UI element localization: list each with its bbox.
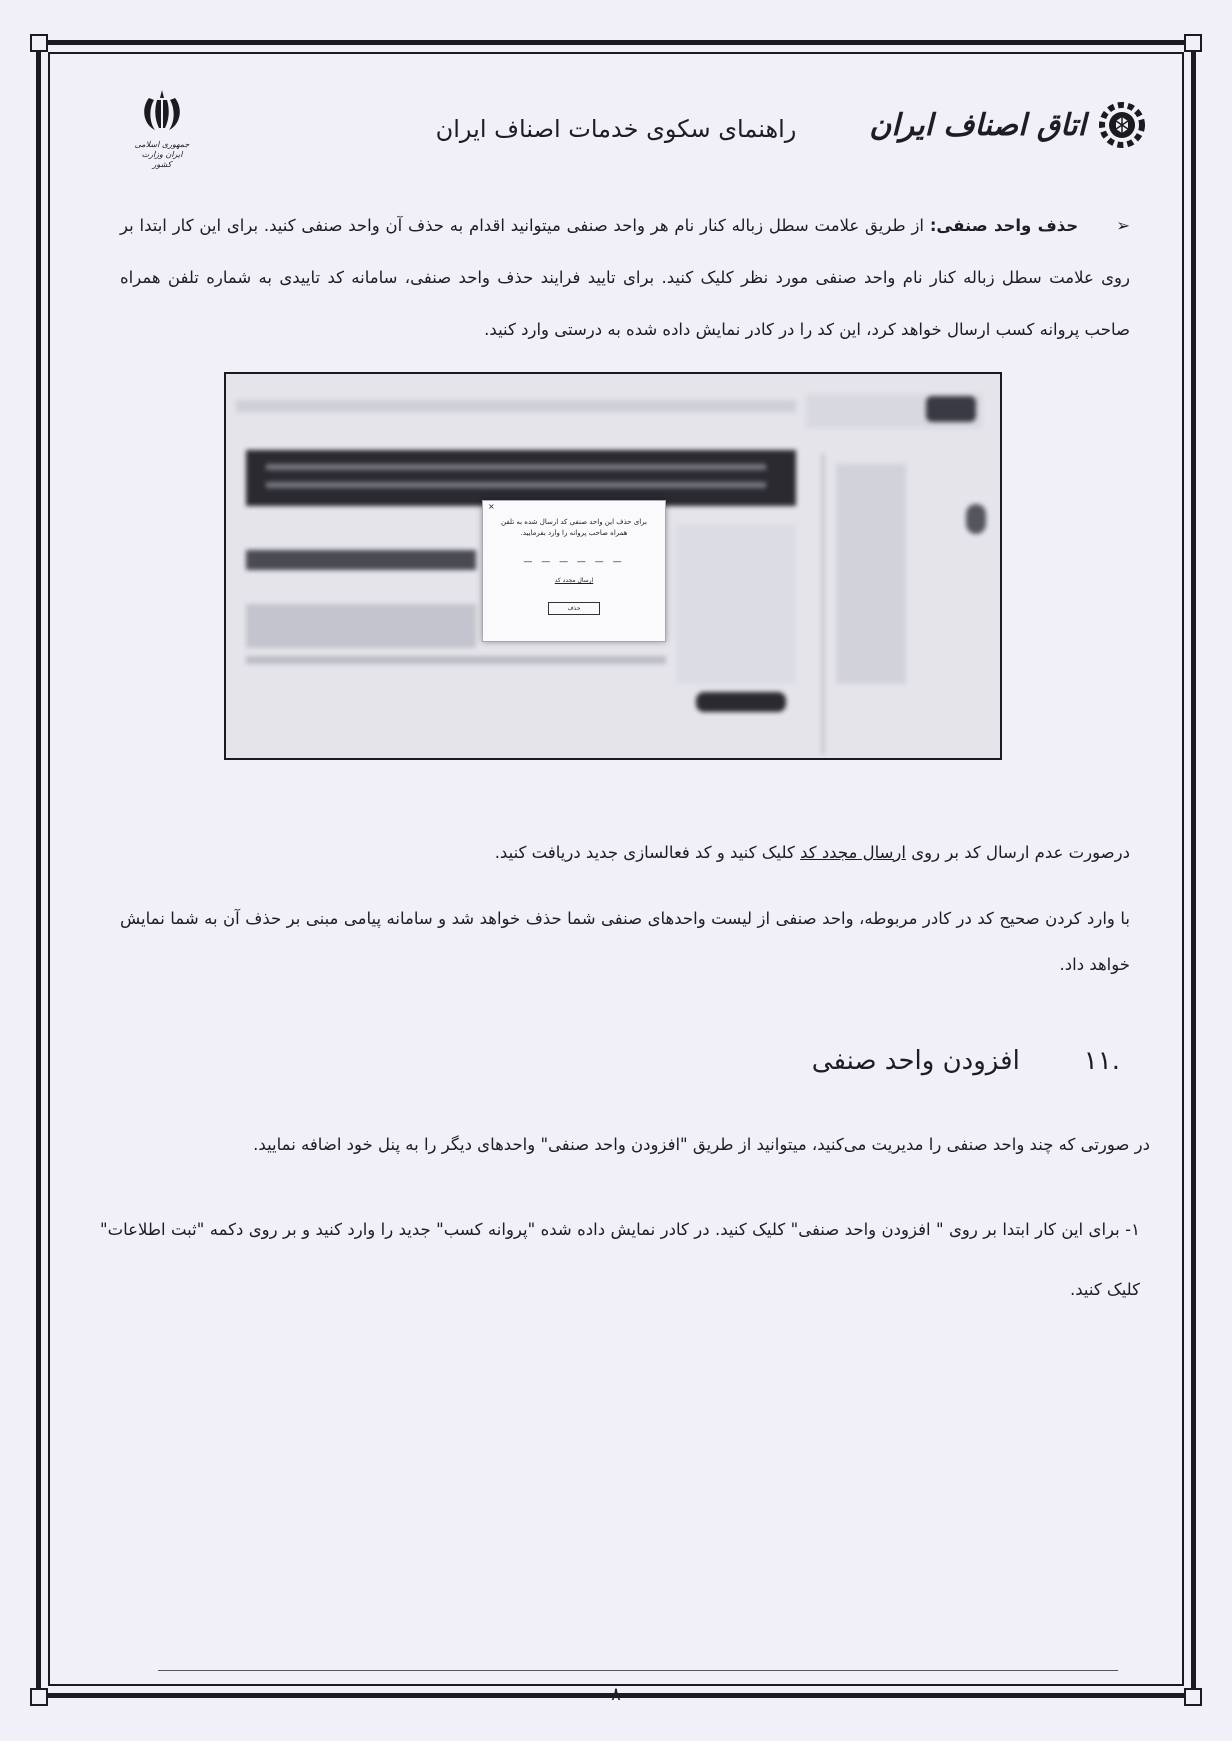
add-unit-intro: در صورتی که چند واحد صنفی را مدیریت می‌کنید، میتوانید از طریق "افزودن واحد صنفی" واحدهای دیگر را به پنل خود اضافه نمایید. — [253, 1135, 1150, 1154]
frame-corner — [1184, 1688, 1202, 1706]
section-heading — [812, 1046, 1120, 1076]
section-number: .۱۱ — [1083, 1046, 1120, 1076]
frame-corner — [30, 1688, 48, 1706]
confirm-paragraph: با وارد کردن صحیح کد در کادر مربوطه، واحد صنفی از لیست واحدهای صنفی شما حذف خواهد شد و سامانه پیامی مبنی بر حذف آن به شما نمایش خواهد داد. — [120, 909, 1130, 974]
close-icon[interactable]: × — [488, 502, 495, 511]
delete-confirmation-screenshot — [224, 372, 1002, 760]
delete-unit-text: از طریق علامت سطل زباله کنار نام هر واحد صنفی میتوانید اقدام به حذف آن واحد صنفی کنید. برای این کار ابتدا بر روی علامت سطل زباله کنار نام واحد صنفی مورد نظر کلیک کنید. برای تایید فرایند حذف واحد صنفی، سامانه کد تاییدی به شماره تلفن همراه صاحب پروانه کسب ارسال خواهد کرد، این کد را در کادر نمایش داده شده به درستی وارد کنید. — [120, 216, 1130, 339]
logo-text: اتاق اصناف ایران — [869, 107, 1086, 143]
resend-text-after: کلیک کنید و کد فعالسازی جدید دریافت کنید. — [494, 843, 795, 862]
modal-message: برای حذف این واحد صنفی کد ارسال شده به تلفن همراه صاحب پروانه را وارد بفرمایید. — [501, 518, 647, 537]
resend-link-text: ارسال مجدد کد — [800, 843, 906, 862]
step-1-number: ۱- — [1125, 1220, 1141, 1239]
resend-paragraph — [120, 838, 1130, 868]
step-1 — [100, 1200, 1140, 1320]
emblem-icon — [137, 86, 187, 136]
frame-corner — [30, 34, 48, 52]
delete-unit-paragraph — [120, 200, 1130, 356]
delete-unit-term: حذف واحد صنفی: — [929, 216, 1079, 235]
delete-code-modal — [482, 500, 666, 642]
resend-code-link[interactable]: ارسال مجدد کد — [554, 577, 594, 584]
footer-divider — [158, 1670, 1118, 1671]
bullet-arrow-icon: ➢ — [1116, 216, 1131, 235]
resend-text-before: درصورت عدم ارسال کد بر روی — [911, 843, 1130, 862]
document-title: راهنمای سکوی خدمات اصناف ایران — [435, 115, 797, 143]
section-title: افزودن واحد صنفی — [811, 1046, 1020, 1076]
code-input[interactable]: — — — — — — — [523, 557, 625, 567]
emblem-caption: جمهوری اسلامی ایران وزارت کشور — [134, 140, 190, 169]
page-content — [82, 60, 1150, 1705]
step-1-text: برای این کار ابتدا بر روی " افزودن واحد صنفی" کلیک کنید. در کادر نمایش داده شده "پروانه کسب" جدید را وارد کنید و بر روی دکمه "ثبت اطلاعات" کلیک کنید. — [100, 1220, 1140, 1299]
iran-emblem — [132, 86, 192, 170]
frame-corner — [1184, 34, 1202, 52]
delete-button[interactable]: حذف — [548, 602, 600, 615]
page-header — [82, 70, 1150, 180]
page-number: ۸ — [611, 1684, 621, 1705]
